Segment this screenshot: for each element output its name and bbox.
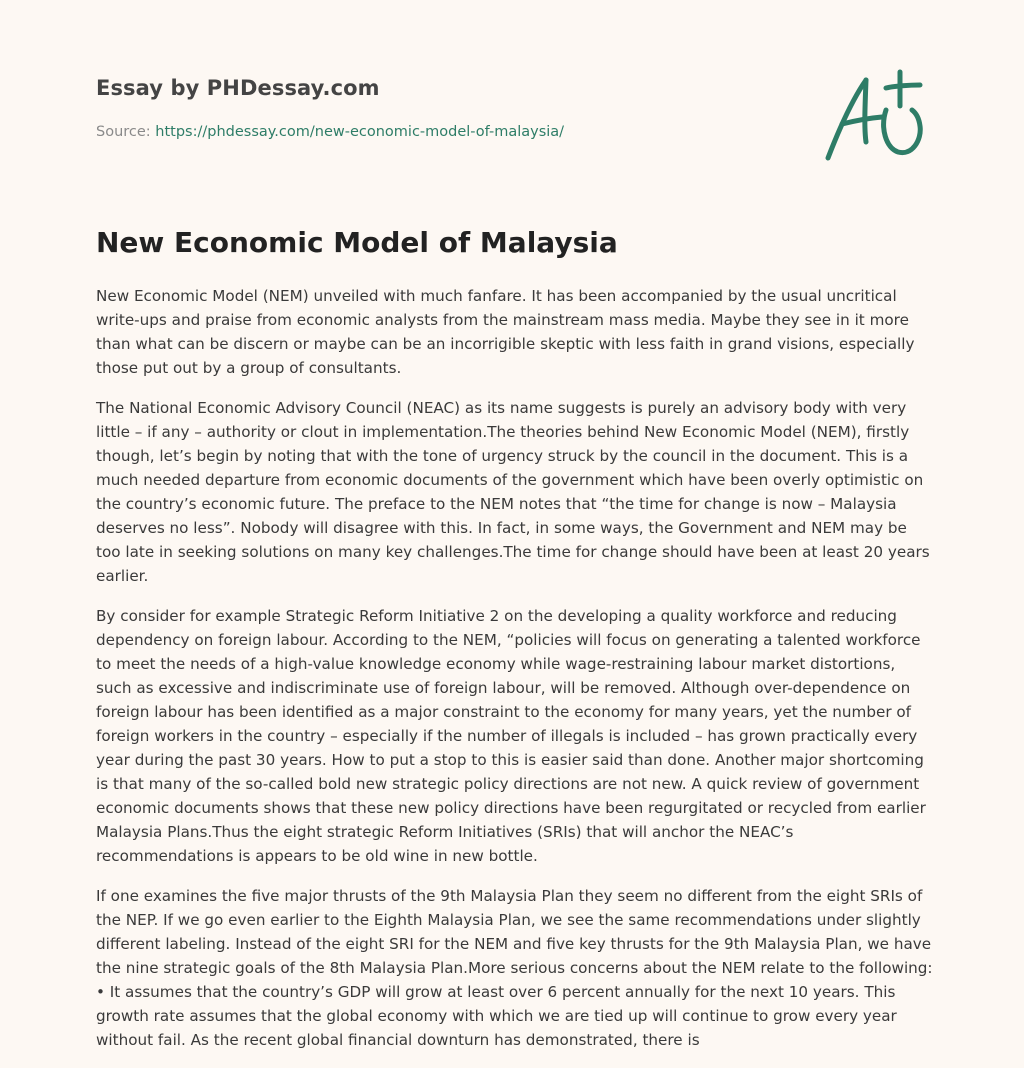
essay-title: New Economic Model of Malaysia <box>96 226 618 259</box>
site-title: Essay by PHDessay.com <box>96 76 380 100</box>
essay-paragraph: If one examines the five major thrusts of the 9th Malaysia Plan they seem no different from the eight SRIs of the NEP. If we go even earlier to the Eighth Malaysia Plan, we see the same recommendations under slightly different labeling. Instead of the eight SRI for the NEM and five key thrusts for the 9th Malaysia Plan, we have the nine strategic goals of the 8th Malaysia Plan.More serious concerns about the NEM relate to the following: • It assumes that the country’s GDP will grow at least over 6 percent annually for the next 10 years. This growth rate assumes that the global economy with which we are tied up will continue to grow every year without fail. As the recent global financial downturn has demonstrated, there is <box>96 887 933 1049</box>
a-plus-logo-icon <box>824 66 928 166</box>
essay-paragraph: By consider for example Strategic Reform Initiative 2 on the developing a quality workforce and reducing dependency on foreign labour. According to the NEM, “policies will focus on generating a talented workforce to meet the needs of a high-value knowledge economy while wage-restraining labour market distortions, such as excessive and indiscriminate use of foreign labour, will be removed. Although over-dependence on foreign labour has been identified as a major constraint to the economy for many years, yet the number of foreign workers in the country – especially if the number of illegals is included – has grown practically every year during the past 30 years. How to put a stop to this is easier said than done. Another major shortcoming is that many of the so-called bold new strategic policy directions are not new. A quick review of government economic documents shows that these new policy directions have been regurgitated or recycled from earlier Malaysia Plans.Thus the eight strategic Reform Initiatives (SRIs) that will anchor the NEAC’s recommendations is appears to be old wine in new bottle. <box>96 607 926 865</box>
source-line <box>96 124 564 140</box>
source-link[interactable]: https://phdessay.com/new-economic-model-of-malaysia/ <box>155 124 565 140</box>
essay-body <box>96 284 934 1068</box>
essay-paragraph: New Economic Model (NEM) unveiled with much fanfare. It has been accompanied by the usual uncritical write-ups and praise from economic analysts from the mainstream mass media. Maybe they see in it more than what can be discern or maybe can be an incorrigible skeptic with less faith in grand visions, especially those put out by a group of consultants. <box>96 287 915 377</box>
essay-paragraph: The National Economic Advisory Council (NEAC) as its name suggests is purely an advisory body with very little – if any – authority or clout in implementation.The theories behind New Economic Model (NEM), firstly though, let’s begin by noting that with the tone of urgency struck by the council in the document. This is a much needed departure from economic documents of the government which have been overly optimistic on the country’s economic future. The preface to the NEM notes that “the time for change is now – Malaysia deserves no less”. Nobody will disagree with this. In fact, in some ways, the Government and NEM may be too late in seeking solutions on many key challenges.The time for change should have been at least 20 years earlier. <box>96 399 930 585</box>
source-label: Source: <box>96 124 156 140</box>
